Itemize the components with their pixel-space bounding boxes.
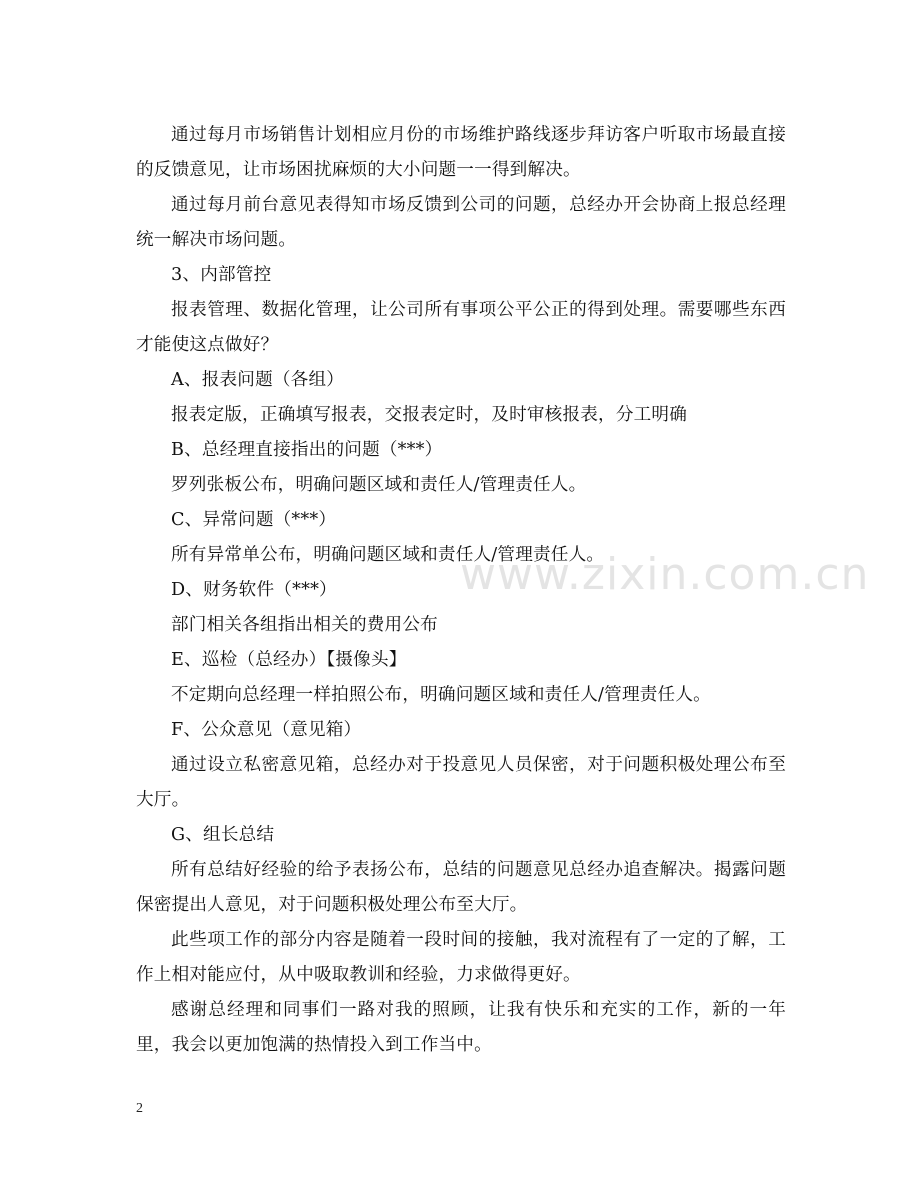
list-item-heading: A、报表问题（各组）	[171, 370, 345, 390]
paragraph: 通过设立私密意见箱，总经办对于投意见人员保密，对于问题积极处理公布至大厅。	[136, 755, 786, 810]
paragraph: 报表管理、数据化管理，让公司所有事项公平公正的得到处理。需要哪些东西才能使这点做好？	[136, 300, 786, 355]
list-item-heading: D、财务软件（***）	[171, 580, 337, 600]
list-item-heading: G、组长总结	[171, 825, 275, 845]
list-item-heading: B、总经理直接指出的问题（***）	[171, 440, 443, 460]
watermark: www.zixin.com.cn	[460, 549, 870, 600]
list-item-heading: E、巡检（总经办）【摄像头】	[171, 650, 407, 670]
list-item-heading: C、异常问题（***）	[171, 510, 337, 530]
paragraph: 此些项工作的部分内容是随着一段时间的接触，我对流程有了一定的了解，工作上相对能应付，从中吸取教训和经验，力求做得更好。	[136, 930, 786, 985]
paragraph: 所有异常单公布，明确问题区域和责任人/管理责任人。	[171, 545, 605, 565]
section-heading: 3、内部管控	[171, 265, 272, 285]
page-number: 2	[136, 1101, 143, 1116]
paragraph: 感谢总经理和同事们一路对我的照顾，让我有快乐和充实的工作，新的一年里，我会以更加饱满的热情投入到工作当中。	[136, 1000, 786, 1055]
paragraph: 罗列张板公布，明确问题区域和责任人/管理责任人。	[171, 475, 587, 495]
document-body	[136, 118, 786, 1063]
paragraph: 通过每月前台意见表得知市场反馈到公司的问题，总经办开会协商上报总经理统一解决市场问题。	[136, 195, 786, 250]
paragraph: 部门相关各组指出相关的费用公布	[171, 615, 438, 635]
paragraph: 通过每月市场销售计划相应月份的市场维护路线逐步拜访客户听取市场最直接的反馈意见，让市场困扰麻烦的大小问题一一得到解决。	[136, 125, 786, 180]
list-item-heading: F、公众意见（意见箱）	[171, 720, 362, 740]
paragraph: 报表定版，正确填写报表，交报表定时，及时审核报表，分工明确	[171, 405, 688, 425]
paragraph: 所有总结好经验的给予表扬公布，总结的问题意见总经办追查解决。揭露问题保密提出人意见，对于问题积极处理公布至大厅。	[136, 860, 786, 915]
paragraph: 不定期向总经理一样拍照公布，明确问题区域和责任人/管理责任人。	[171, 685, 711, 705]
